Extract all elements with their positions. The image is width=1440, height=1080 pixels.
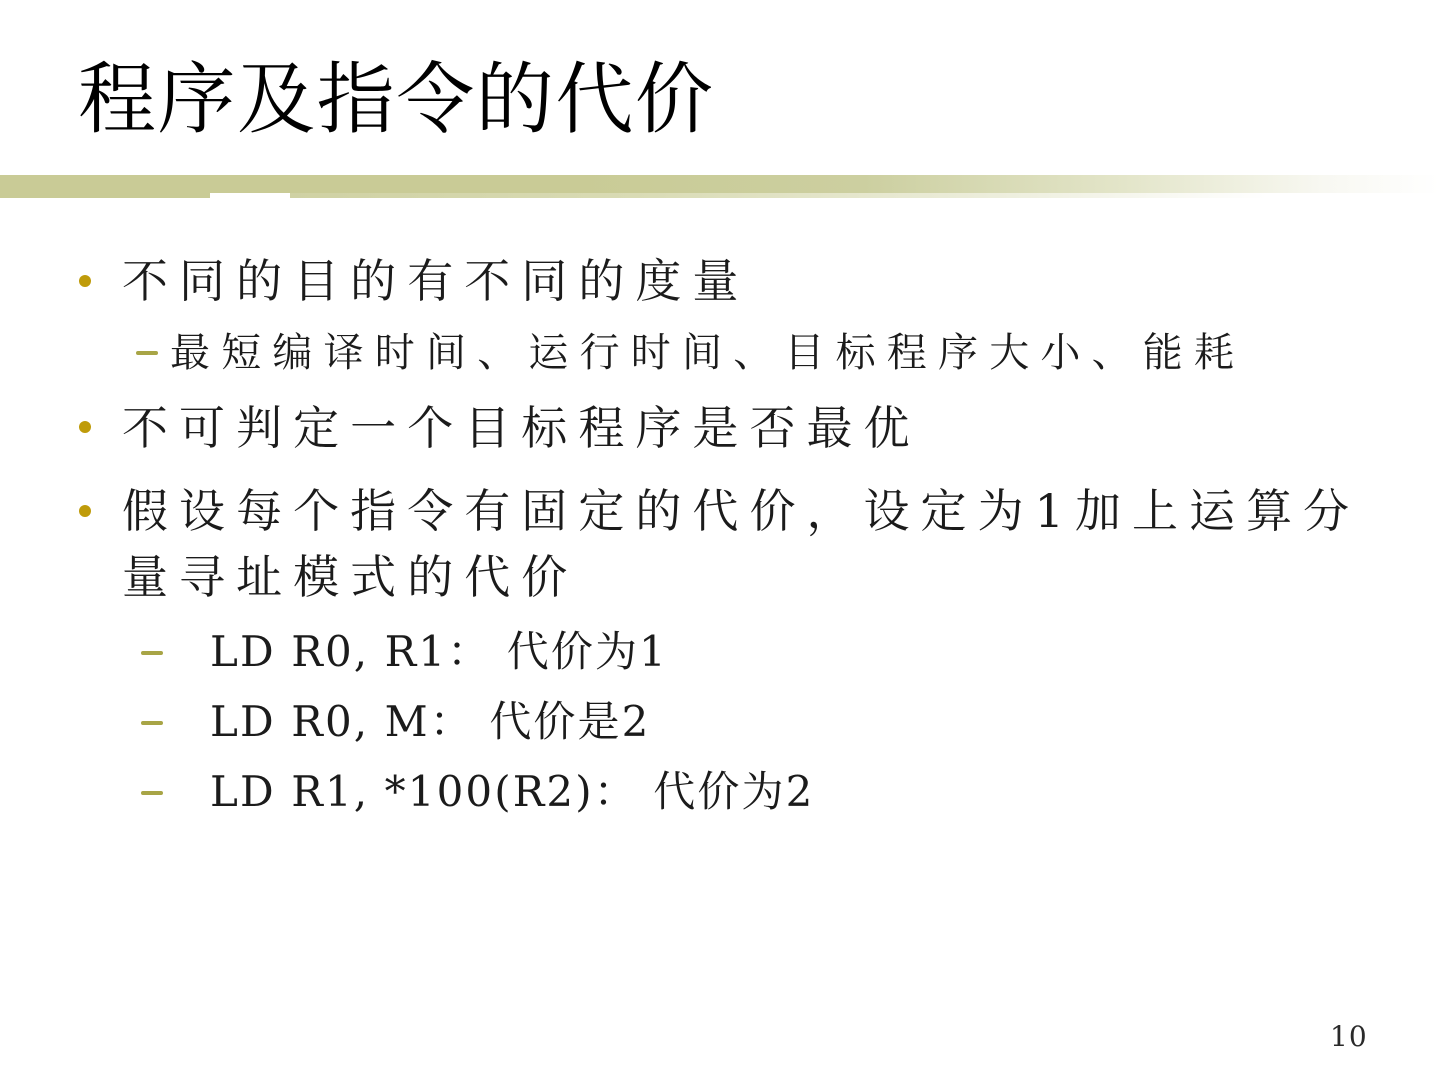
bullet-item-fixed-cost	[122, 478, 1360, 610]
dash-bullet-icon	[136, 351, 158, 355]
sub-bullet-metric-examples: 最短编译时间、运行时间、目标程序大小、能耗	[170, 330, 1246, 376]
bullet-item-metrics: 不同的目的有不同的度量	[122, 254, 750, 308]
bullet-dot-icon	[79, 421, 91, 433]
bullet-dot-icon	[79, 505, 91, 517]
bullet-item-fixed-cost-line2: 量寻址模式的代价	[122, 550, 579, 604]
bullet-item-fixed-cost-line1: 假设每个指令有固定的代价，设定为1加上运算分	[122, 484, 1361, 538]
title-rule-thin-strip	[290, 193, 1440, 198]
bullet-item-undecidable: 不可判定一个目标程序是否最优	[122, 401, 921, 455]
sub-bullet-ld-memory: LD R0, M： 代价是2	[210, 697, 651, 746]
bullet-dot-icon	[79, 275, 91, 287]
slide-title: 程序及指令的代价	[78, 55, 715, 145]
dash-bullet-icon	[141, 651, 163, 655]
sub-bullet-ld-register: LD R0, R1： 代价为1	[210, 627, 668, 676]
sub-bullet-ld-indirect: LD R1, *100(R2)： 代价为2	[210, 767, 815, 816]
dash-bullet-icon	[141, 721, 163, 725]
dash-bullet-icon	[141, 791, 163, 795]
title-rule-gradient-bar	[0, 175, 1440, 193]
page-number: 10	[1330, 1020, 1368, 1053]
